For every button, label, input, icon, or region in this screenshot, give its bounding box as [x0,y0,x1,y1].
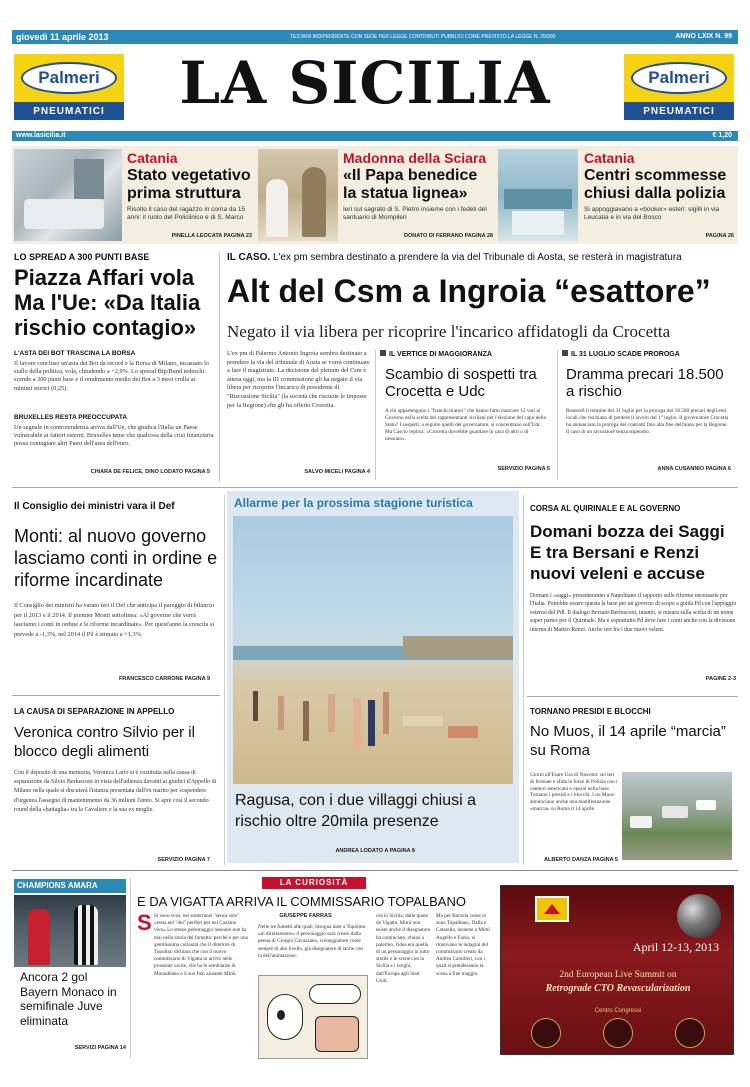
quirinale-title[interactable]: Domani bozza dei Saggi E tra Bersani e Renzi nuovi veleni e accuse [530,522,725,583]
muos-byline: ALBERTO DANZA PAGINA 5 [544,857,618,863]
sport-byline: SERVIZI PAGINA 14 [74,1045,126,1051]
curiosita-col3: ora in Sicilia, dalle quote da Vigatta. Mimì non esiste anche il disegnatore ha cominciato, chiusi a palermo, l'idea era quella di un personaggio in tutto simile e le scene con la Sicilia e i borghi, dall'Europa agli Stati Uniti. [376,913,431,984]
box1-kicker: IL VERTICE DI MAGGIORANZA [380,350,492,358]
teaser-photo-hospital [14,149,122,241]
ad-logo-left[interactable] [12,52,126,122]
quirinale-kicker: CORSA AL QUIRINALE E AL GOVERNO [530,504,681,513]
tagline: TESTATA INDIPENDENTE CON SEDE PER LEGGE CONTRIBUTI PUBBLICI COME PREVISTO LA LEGGE N. 250/90 [290,34,556,40]
ad-sub-left: PNEUMATICI [33,106,105,117]
curiosita-col2: Nelle tre fumetti alle quali, bisogna dare a Topolino: «in dirottamento» il personaggio sarà creato dalla penna di Giorgio Cavazzano, sceneggiatore come sempre di alto livello, già disegnatore di storie con la dell'animazione. [258,924,367,959]
quirinale-text: Domani i «saggi» presenteranno a Napolitano il rapporto sulle riforme necessarie per l'Italia. Potrebbe essere questa la base per un governo di scopo a guida Pd con l'appoggio esterno del Pdl. Il dialogo Bersani-Berlusconi, intanto, si misura sulla scelta di un nome super partes per il Quirinale. Ma è soprattutto Pd deve fare i conti anche con la divisione interna di Matteo Renzi. Anche ieri fra i due nuovi veleni. [530,593,737,633]
divider-right-mid [527,696,738,697]
divider-sport [130,878,131,1058]
divider-horizontal-2 [12,870,738,871]
sport-photo[interactable] [14,895,126,967]
divider-left [219,252,220,482]
ad-sicily-logo [535,896,569,922]
teaser3-title[interactable]: Centri scommesse chiusi dalla polizia [584,167,727,202]
web-bar [12,131,738,141]
spread-kicker: LO SPREAD A 300 PUNTI BASE [14,252,150,262]
ad-date: April 12-13, 2013 [632,940,720,954]
box2-byline: ANNA CUSANNIO PAGINA 6 [657,466,731,472]
photo-kicker: Allarme per la prossima stagione turistica [234,496,473,510]
divider-photo-right [523,495,524,865]
teaser3-kicker: Catania [584,150,635,166]
website-link[interactable]: www.lasicilia.it [16,132,66,139]
ad-title-1: 2nd European Live Summit on [559,970,677,980]
date: giovedì 11 aprile 2013 [16,32,109,42]
lead-text: L'ex pm di Palermo Antonio Ingroia sembra destinato a prendere la via del tribunale di Aosta se vorrà continuare a fare il magistrato. La decisione del plenum del Csm è attesa oggi, ma la III commissione gli ha negato il via libera per ricoprire l'incarico di presidente di "Riscossione Sicilia" (la società che riscuote le imposte per la Regione) che gli ha offerto Crocetta. [227,350,370,409]
issue-number: ANNO LXIX N. 99 [675,33,732,40]
muos-photo [622,772,732,860]
box2-kicker: IL 31 LUGLIO SCADE PROROGA [562,350,680,358]
lead-subtitle: Negato il via libera per ricoprire l'incarico affidatogli da Crocetta [227,322,671,341]
teaser1-text: Risolto il caso del ragazzo in coma da 15 anni: il ruolo del Policlinico e di S. Marco [127,206,246,221]
price: € 1,20 [712,132,732,139]
spread-text2: Un segnale in controtendenza arriva dall'Ue, che giudica l'Italia un Paese vulnerabile ai fattori esterni. Bruxelles teme che qualcosa della crisi finanziaria possa contagiare altri Paesi dell'area dell'euro. [14,424,214,448]
comic-illustration [258,975,368,1059]
ad-venue: Centro Congressi [594,1008,642,1014]
veronica-text: Con il deposito di una memoria, Veronica Lario si è costituita nella causa di separazione da Silvio Berlusconi in vista dell'udienza davanti ai giudici d'Appello di Milano nella quale si discuterà l'istanza presentata dall'ex marito per sospendere d'urgenza l'assegno di mantenimento da 36 milioni l'anno. Si apre così il secondo round della «battaglia» tra la Cavaliere e la sua ex moglie. [14,770,217,813]
divider-horizontal-1 [12,487,738,488]
box2-text: Restereб il termine del 31 luglio per la proroga dei 18.500 precari degli enti locali che rischiano di perdere il lavoro dal 1° luglio. Il governatore Crocetta ha annunciato la proroga dei contratti fino alla fine dell'anno per la Regione. Il caso di un lavoratore senza stipendio. [566,408,729,435]
divider-lead-2 [557,350,558,480]
top-bar [12,30,738,44]
spread-byline: CHIARA DE FELICE, DINO LODATO PAGINA 5 [90,469,210,475]
photo-caption[interactable]: Ragusa, con i due villaggi chiusi a rischio oltre 20mila presenze [235,792,477,830]
curiosita-label: LA CURIOSITÀ [262,877,366,889]
box1-byline: SERVIZIO PAGINA 5 [497,466,550,472]
curiosita-col4: Ma per Borsola come io sono Topalbano, Dalla e Catarella, insieme a Mimì Augello e Fazio, si rinnovano le indagini del commissario creato da Andrea Camilleri, con i quali si prenderanno la scena a fine maggio. [436,913,490,977]
curiosita-author: GIUSEPPE FARRAS [279,913,332,919]
quirinale-byline: PAGINE 2-3 [705,676,736,682]
spread-text1: Il favore concluso un'asta dei Bot da record e la Borsa di Milano, incassato lo stallo della politica, vola, chiudendo a +2,9%. Lo spread Btp/Bund tedeschi scende a 300 punti base e il rendimento medio dei Bot a 3 mesi crolla ai minimi storici (0,25). [14,360,210,392]
lead-title[interactable]: Alt del Csm a Ingroia “esattore” [227,273,711,309]
spread-title[interactable]: Piazza Affari vola Ma l'Ue: «Da Italia rischio contagio» [14,265,201,340]
muos-kicker: TORNANO PRESIDI E BLOCCHI [530,707,651,716]
teaser1-title[interactable]: Stato vegetativo prima struttura [127,167,251,202]
teaser-photo-pope [258,149,338,241]
divider-lead-1 [375,350,376,480]
drop-cap: S [137,910,152,935]
ad-brand-left: Palmeri [21,62,117,94]
teaser2-byline: DONATO DI FERRANO PAGINA 28 [403,233,493,239]
lead-kicker-line [227,252,737,264]
monti-byline: FRANCESCO CARRONE PAGINA 9 [118,676,210,682]
ad-logo-right[interactable] [622,52,736,122]
beach-photo[interactable] [233,516,513,784]
box1-title[interactable]: Scambio di sospetti tra Crocetta e Udc [385,366,537,400]
lead-kicker: IL CASO. [227,252,271,263]
teaser-photo-betting [498,149,578,241]
sport-kicker: CHAMPIONS AMARA [14,879,126,893]
sport-title[interactable]: Ancora 2 gol Bayern Monaco in semifinale Juve eliminata [20,970,117,1028]
veronica-kicker: LA CAUSA DI SEPARAZIONE IN APPELLO [14,707,175,716]
lead-kicker-text: L'ex pm sembra destinato a prendere la via del Tribunale di Aosta, se resterà in magistratura [272,252,682,263]
monti-title[interactable]: Monti: al nuovo governo lasciamo conti in ordine e riforme incardinate [14,526,218,590]
conference-ad[interactable] [500,885,734,1055]
teaser2-text: Ieri sul sagrato di S. Pietro insieme con i fedeli del santuario di Mompileri [343,206,487,221]
ad-sphere [677,894,721,938]
veronica-title[interactable]: Veronica contro Silvio per il blocco degli alimenti [14,724,195,760]
ad-badges [531,1018,705,1050]
lead-byline: SALVO MICELI PAGINA 4 [304,469,370,475]
newspaper-title: LA SICILIA [179,49,551,117]
muos-title[interactable]: No Muos, il 14 aprile “marcia” su Roma [530,723,726,759]
box1-text: A chi appartengono i "franchi tiratori" che hanno fatto mancare 12 voti al Governo nella scelta dei rappresentanti siciliani per l'elezione del capo dello Stato? I sospetti, a seguire quelli del governatore, si concentrano sull'Udc. Ma Cascio replica: «Crocetta dovrebbe guardare in casa di altri o di nessuno». [385,408,547,442]
divider-photo-left [224,495,225,865]
box2-title[interactable]: Dramma precari 18.500 a rischio [566,366,724,400]
divider-left-mid [12,695,220,696]
teaser3-byline: PAGINA 26 [705,233,734,239]
ad-title-2: Retrograde CTO Revascularization [545,983,691,994]
muos-text: Giorni all'Esare Usa di Niscemi: sei ieri di fermate e sfida le forze di Polizia con i cantieri americani e operai nella base. Tornano i presidi e i blocchi. I no Muos annunciano anche una manifestazione «marcia» su Roma il 14 aprile. [530,772,618,812]
teaser3-text: Si appoggiavano a «booker» esteri: sigilli in via Leucatia e in via del Bosco [584,206,720,221]
teaser1-byline: PINELLA LEOCATA PAGINA 23 [171,233,252,239]
curiosita-title[interactable]: E DA VIGATTA ARRIVA IL COMMISSARIO TOPALBANO [137,894,466,909]
spread-sub1: L'ASTA DEI BOT TRASCINA LA BORSA [14,350,136,357]
photo-byline: ANDREA LODATO A PAGINA 8 [335,848,415,854]
monti-kicker: Il Consiglio dei ministri vara il Def [14,501,175,512]
curiosita-col1: Si sono svisi, nei sotterranei "senza sole" «resta nel "dei" periferi per nel Cazzino vivo» Lo stesso personaggio nessuno non ha mai nella storia del fumetto: perché è per una gentilissima curiosità che il direttore di Topolino dichiara che con il nuovo commissario di Vigatta in arrivo nelle prossime uscite, che ha le sembianze di Montalbano e il suo fido aiutante Mimì. [154,913,248,977]
monti-text: Il Consiglio dei ministri ha varato ieri il Def che anticipa il pareggio di bilancio per il 2013 e il 2014. Il premier Monti sottolinea: «Al governo che verrà lasciamo i conti in ordine e le riforme incardinate». Per quest'anno la crescita si prevede a -1,3%, nel 2014 il Pil è stimato a +1,3%. [14,602,215,638]
spread-sub2: BRUXELLES RESTA PREOCCUPATA [14,414,128,421]
ad-sub-right: PNEUMATICI [643,106,715,117]
veronica-byline: SERVIZIO PAGINA 7 [157,857,210,863]
teaser2-kicker: Madonna della Sciara [343,150,487,166]
teaser1-kicker: Catania [127,150,178,166]
teaser2-title[interactable]: «Il Papa benedice la statua lignea» [343,167,478,202]
ad-brand-right: Palmeri [631,62,727,94]
